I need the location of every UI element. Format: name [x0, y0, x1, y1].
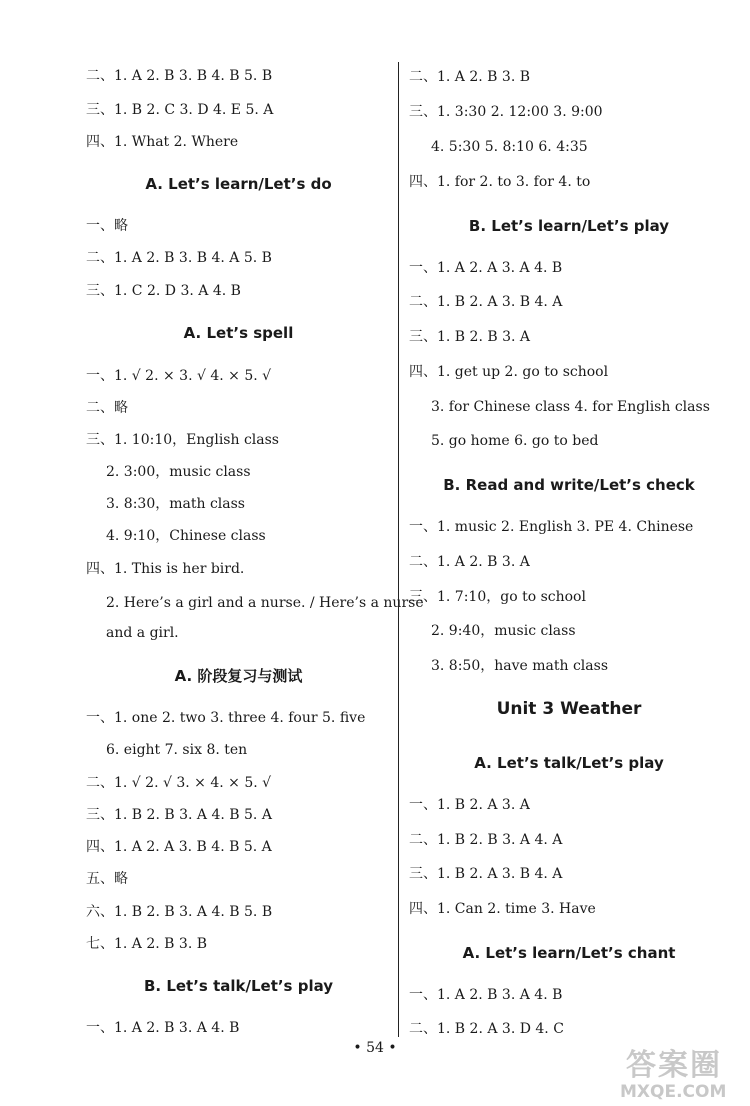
answer-line: 二、1. B 2. A 3. B 4. A	[409, 294, 563, 310]
answer-line: 一、1. B 2. A 3. A	[409, 797, 530, 813]
answer-line: 三、1. 3:30 2. 12:00 3. 9:00	[409, 104, 603, 120]
answer-line: 二、1. B 2. B 3. A 4. A	[409, 832, 563, 848]
answer-line: 3. for Chinese class 4. for English class	[431, 399, 710, 415]
answer-line: 一、1. A 2. A 3. A 4. B	[409, 260, 563, 276]
watermark	[616, 1040, 744, 1102]
answer-line: 四、1. Can 2. time 3. Have	[409, 901, 596, 917]
answer-line: 一、1. one 2. two 3. three 4. four 5. five	[86, 710, 366, 726]
answer-line: 三、1. 7:10，go to school	[409, 589, 586, 605]
answer-line: 四、1. What 2. Where	[86, 134, 239, 150]
answer-line: 一、1. A 2. B 3. A 4. B	[409, 987, 563, 1003]
section-heading: A. Let’s talk/Let’s play	[474, 754, 664, 772]
answer-line: 6. eight 7. six 8. ten	[106, 742, 248, 758]
answer-line: 五、略	[86, 871, 128, 887]
answer-line: 二、1. A 2. B 3. B 4. B 5. B	[86, 68, 273, 84]
section-heading: A. Let’s spell	[183, 324, 294, 342]
answer-line: 2. 9:40，music class	[431, 623, 576, 639]
section-heading: A. 阶段复习与测试	[174, 667, 303, 685]
watermark-logo: 答案圈	[626, 1048, 722, 1083]
column-divider	[398, 62, 399, 1037]
section-heading: A. Let’s learn/Let’s do	[145, 175, 332, 193]
answer-line: 二、1. A 2. B 3. B 4. A 5. B	[86, 250, 272, 266]
answer-line: 3. 8:30，math class	[106, 496, 245, 512]
page-number: • 54 •	[353, 1040, 397, 1056]
section-heading: B. Read and write/Let’s check	[443, 476, 695, 494]
answer-line: 四、1. This is her bird.	[86, 561, 245, 577]
answer-line: 4. 9:10，Chinese class	[106, 528, 266, 544]
section-heading: B. Let’s talk/Let’s play	[143, 977, 334, 995]
answer-line: 4. 5:30 5. 8:10 6. 4:35	[431, 139, 588, 155]
section-heading: B. Let’s learn/Let’s play	[468, 217, 670, 235]
answer-line: 四、1. A 2. A 3. B 4. B 5. A	[86, 839, 272, 855]
answer-line: 3. 8:50，have math class	[431, 658, 609, 674]
answer-line: and a girl.	[106, 625, 179, 641]
answer-line: 一、1. music 2. English 3. PE 4. Chinese	[409, 519, 694, 535]
answer-line: 二、1. √ 2. √ 3. × 4. × 5. √	[86, 775, 272, 791]
answer-line: 一、1. A 2. B 3. A 4. B	[86, 1020, 240, 1036]
answer-line: 二、1. B 2. A 3. D 4. C	[409, 1021, 564, 1037]
answer-line: 七、1. A 2. B 3. B	[86, 936, 208, 952]
answer-line: 三、1. 10:10，English class	[86, 432, 279, 448]
answer-line: 三、1. B 2. C 3. D 4. E 5. A	[86, 102, 274, 118]
answer-line: 5. go home 6. go to bed	[431, 433, 599, 449]
answer-line: 三、1. B 2. B 3. A	[409, 329, 531, 345]
answer-line: 二、略	[86, 400, 128, 416]
section-heading: A. Let’s learn/Let’s chant	[462, 944, 676, 962]
answer-line: 四、1. get up 2. go to school	[409, 364, 609, 380]
answer-line: 二、1. A 2. B 3. B	[409, 69, 531, 85]
answer-line: 三、1. C 2. D 3. A 4. B	[86, 283, 241, 299]
watermark-site: MXQE.COM	[620, 1082, 727, 1102]
answer-line: 一、1. √ 2. × 3. √ 4. × 5. √	[86, 368, 272, 384]
unit-title: Unit 3 Weather	[496, 699, 642, 719]
answer-line: 四、1. for 2. to 3. for 4. to	[409, 174, 591, 190]
answer-line: 三、1. B 2. B 3. A 4. B 5. A	[86, 807, 272, 823]
answer-line: 六、1. B 2. B 3. A 4. B 5. B	[86, 904, 273, 920]
answer-line: 三、1. B 2. A 3. B 4. A	[409, 866, 563, 882]
answer-line: 一、略	[86, 218, 128, 234]
answer-line: 二、1. A 2. B 3. A	[409, 554, 530, 570]
answer-line: 2. 3:00，music class	[106, 464, 251, 480]
answer-line: 2. Here’s a girl and a nurse. / Here’s a nurse	[106, 595, 424, 611]
